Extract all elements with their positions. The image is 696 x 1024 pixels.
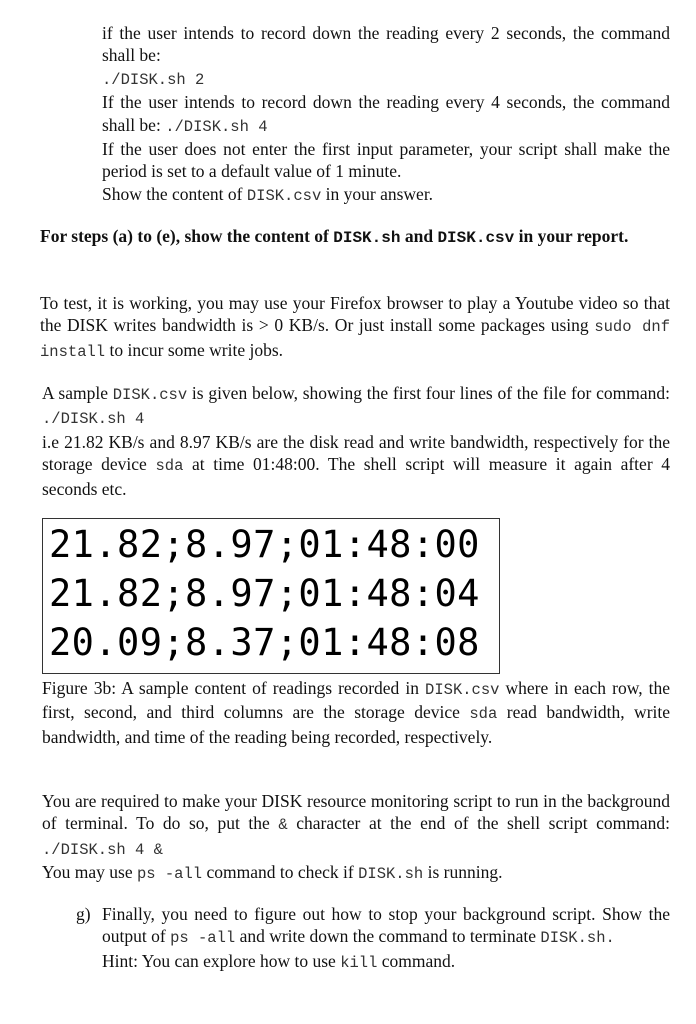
sample-command: ./DISK.sh 4 (42, 410, 145, 429)
show-content-text: Show the content of (102, 183, 243, 204)
caption-csv: DISK.csv (425, 681, 500, 699)
step-g-text-2: and write down the command to terminate (239, 926, 537, 947)
csv-row: 21.82;8.97;01:48:04 (49, 572, 480, 615)
steps-note-text: For steps (a) to (e), show the content of (40, 226, 329, 246)
step-g-marker: g) (76, 904, 91, 924)
sample-csv: DISK.csv (112, 386, 188, 404)
command-4s: ./DISK.sh 4 (165, 117, 268, 136)
caption-text-3: read bandwidth, write bandwidth, and time of the reading being recorded, respectively. (42, 702, 671, 747)
period-2s-text: if the user intends to record down the reading every 2 seconds, the command shall be: (102, 23, 670, 66)
period-4s-text: If the user intends to record down the reading every 4 seconds, the command shall be: (102, 92, 670, 135)
steps-note-sh: DISK.sh (333, 229, 401, 247)
caption-device: sda (469, 705, 498, 724)
sample-text-4: at time 01:48:00. The shell script will measure it again after 4 seconds etc. (42, 454, 671, 499)
sample-text-3: i.e 21.82 KB/s and 8.97 KB/s are the disk read and write bandwidth, respectively for the storage device (42, 431, 670, 475)
step-g-ps: ps -all (170, 929, 236, 948)
steps-note-csv: DISK.csv (437, 229, 515, 247)
steps-note (40, 225, 670, 249)
caption-text: Figure 3b: A sample content of readings recorded in (42, 678, 419, 698)
step-g (102, 903, 670, 974)
sample-device: sda (155, 457, 184, 476)
background-text-3: You may use (42, 862, 133, 883)
step-g-hint: Hint: You can explore how to use (102, 950, 336, 971)
ps-command: ps -all (136, 865, 203, 884)
step-g-text: Finally, you need to figure out how to stop your background script. Show the output of (102, 904, 670, 947)
step-g-sh: DISK.sh. (540, 929, 615, 948)
background-text-5: is running. (427, 862, 503, 883)
csv-row: 20.09;8.37;01:48:08 (49, 621, 480, 664)
background-text-4: command to check if (206, 862, 354, 883)
sh-filename: DISK.sh (358, 865, 424, 884)
step-g-hint-tail: command. (381, 950, 456, 971)
csv-row: 21.82;8.97;01:48:00 (49, 523, 480, 566)
background-command: ./DISK.sh 4 & (42, 840, 163, 859)
csv-filename: DISK.csv (246, 186, 322, 205)
background-text: You are required to make your DISK resource monitoring script to run in the background of terminal. To do so, put the (42, 791, 670, 834)
test-text: To test, it is working, you may use your Firefox browser to play a Youtube video so that the DISK writes bandwidth is > 0 KB/s. Or just install some packages using (40, 293, 670, 336)
csv-sample-box (42, 518, 500, 674)
test-tail: to incur some write jobs. (109, 339, 284, 360)
steps-note-tail: in your report. (518, 226, 629, 246)
install-command: sudo dnf install (40, 318, 671, 361)
sample-text-2: is given below, showing the first four lines of the file for command: (191, 383, 671, 403)
background-paragraph (42, 790, 670, 886)
command-2s: ./DISK.sh 2 (102, 70, 205, 89)
top-block (102, 22, 670, 207)
sample-paragraph (42, 382, 670, 500)
kill-command: kill (340, 953, 378, 972)
caption-text-2: where in each row, the first, second, and third columns are the storage device (42, 678, 671, 723)
figure-caption (42, 677, 670, 748)
default-period-text: If the user does not enter the first input parameter, your script shall make the period is set to a default value of 1 minute. (102, 139, 670, 182)
steps-note-and: and (404, 226, 434, 246)
sample-text: A sample (42, 383, 108, 403)
show-content-tail: in your answer. (325, 183, 434, 204)
ampersand: & (278, 816, 288, 835)
background-text-2: character at the end of the shell script command: (296, 813, 671, 834)
test-paragraph (40, 292, 670, 363)
